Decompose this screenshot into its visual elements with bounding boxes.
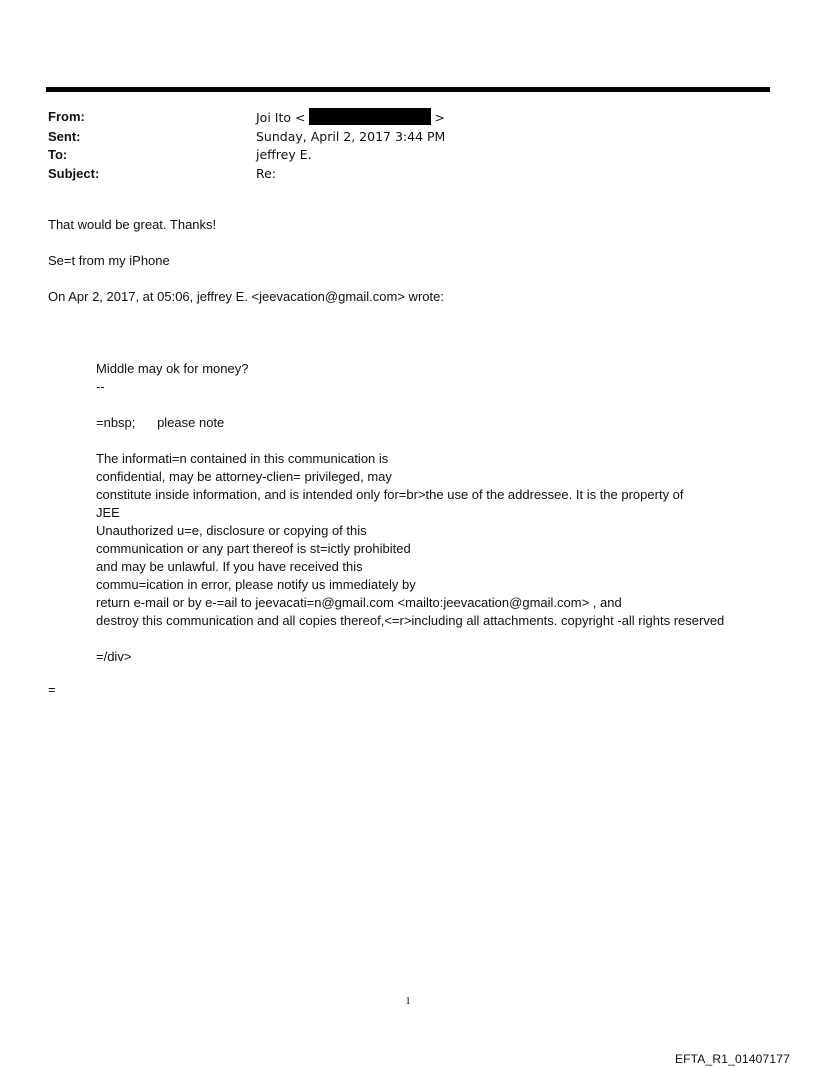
to-value: jeffrey E. [256,147,312,162]
sent-value: Sunday, April 2, 2017 3:44 PM [256,128,446,144]
quote-line: Middle may ok for money? [96,361,249,376]
sent-row [48,128,445,147]
signature-line: Se=t from my iPhone [48,253,170,268]
document-id: EFTA_R1_01407177 [674,1052,790,1066]
disclaimer-line: return e-mail or by e-=ail to jeevacati=n@gmail.com <mailto:jeevacation@gmail.com> , and [96,595,622,610]
from-row [48,108,445,128]
disclaimer-line: The informati=n contained in this communication is [96,451,389,466]
disclaimer-line: constitute inside information, and is intended only for=br>the use of the addressee. It is the property of [96,487,684,502]
quote-separator: -- [96,379,105,394]
trailing-equals: = [48,682,56,697]
disclaimer-line: commu=ication in error, please notify us immediately by [96,577,416,592]
disclaimer-line: and may be unlawful. If you have received this [96,559,363,574]
disclaimer-line: destroy this communication and all copies thereof,<=r>including all attachments. copyright -all rights reserved [96,613,725,628]
subject-value: Re: [256,165,277,181]
sent-label: Sent: [48,128,81,144]
from-label: From: [48,109,85,124]
header-rule [46,87,770,92]
from-name: Joi Ito < [256,110,306,125]
from-close: > [434,110,445,125]
body-line: That would be great. Thanks! [48,217,217,232]
from-value [256,108,445,128]
redaction-block [309,108,431,125]
email-body [48,216,444,324]
to-row [48,146,445,165]
email-header [48,108,445,183]
quote-note: =nbsp; please note [96,415,225,430]
disclaimer-line: Unauthorized u=e, disclosure or copying of this [96,523,367,538]
disclaimer-line: JEE [96,505,120,520]
subject-row [48,165,445,184]
quoted-message [96,360,724,666]
to-label: To: [48,147,68,162]
page-number: 1 [405,995,411,1007]
disclaimer-line: communication or any part thereof is st=ictly prohibited [96,541,411,556]
disclaimer-line: confidential, may be attorney-clien= privileged, may [96,469,392,484]
quote-close-div: =/div> [96,649,132,664]
quote-attribution: On Apr 2, 2017, at 05:06, jeffrey E. <jeevacation@gmail.com> wrote: [48,289,444,304]
subject-label: Subject: [48,165,100,181]
